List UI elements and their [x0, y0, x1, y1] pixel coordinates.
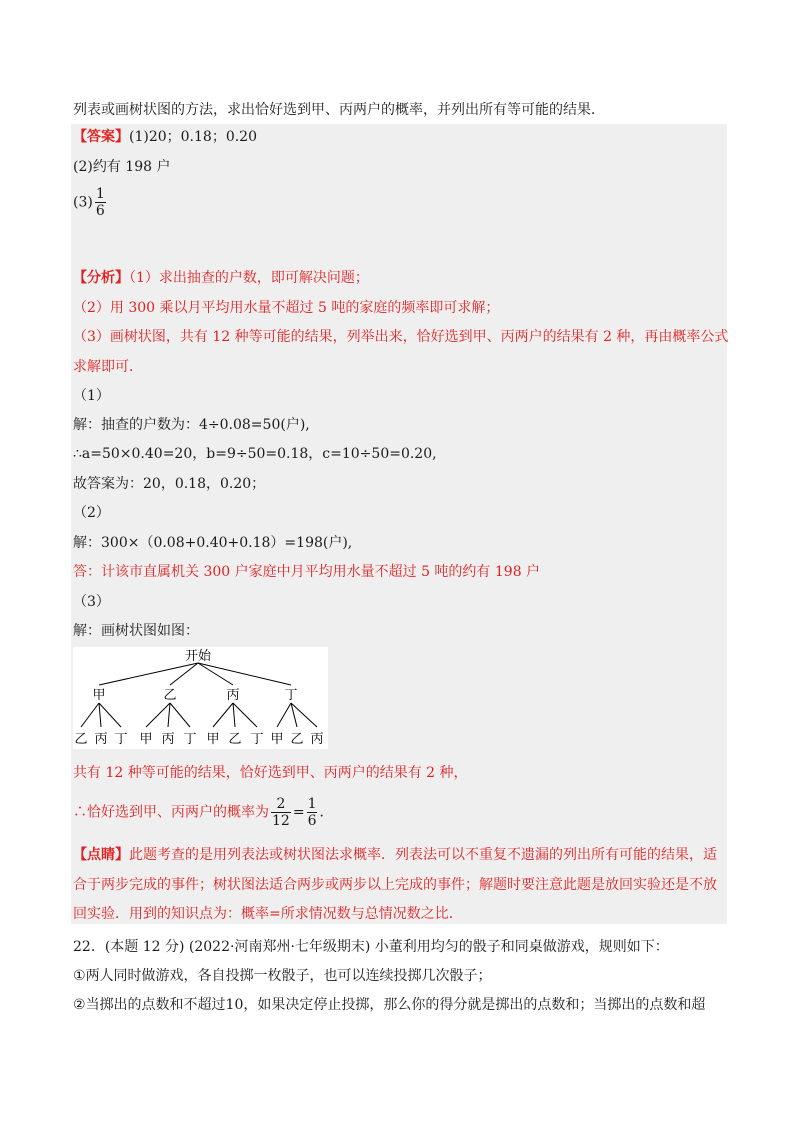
analysis-text-1: （1）求出抽查的户数，即可解决问题； [129, 270, 369, 286]
answer-part3-fraction [95, 186, 106, 219]
tree-level2-node: 丙 [310, 732, 324, 747]
comment-label: 【点睛】 [73, 847, 129, 863]
answer-part3 [73, 186, 108, 219]
tree-level2-node: 甲 [206, 732, 220, 747]
answer-label: 【答案】 [73, 129, 129, 145]
tree-level2-node: 乙 [74, 732, 88, 747]
question-22-rule-2 [73, 995, 705, 1015]
probability-fraction-2 [307, 796, 318, 829]
question-22-header: 22．(本题 12 分) (2022·河南郑州·七年级期末) 小董利用均匀的骰子和同桌做游戏，规则如下： [73, 939, 669, 955]
rule-1-text: 两人同时做游戏，各自投掷一枚骰子，也可以连续投掷几次骰子； [85, 968, 492, 984]
fraction-denominator: 12 [272, 813, 290, 829]
tree-diagram [73, 647, 328, 749]
tree-level2-node: 丙 [161, 732, 175, 747]
tree-level1-node: 乙 [163, 688, 177, 703]
tree-level2-node: 乙 [290, 732, 304, 747]
comment-line-2: 合于两步完成的事件；树状图法适合两步或两步以上完成的事件；解题时要注意此题是放回实验还是不放 [73, 877, 717, 893]
solution-part3-probability [73, 796, 333, 829]
probability-prefix: ∴恰好选到甲、丙两户的概率为 [73, 804, 269, 821]
fraction-denominator: 6 [95, 203, 105, 219]
analysis-label: 【分析】 [73, 270, 129, 286]
tree-level2-node: 丁 [183, 732, 197, 747]
tree-level2-node: 甲 [139, 732, 153, 747]
probability-end: ． [319, 804, 334, 821]
analysis-line-3: （3）画树状图，共有 12 种等可能的结果，列举出来，恰好选到甲、丙两户的结果有 2 种，再由概率公式 [73, 329, 729, 345]
intro-line: 列表或画树状图的方法，求出恰好选到甲、丙两户的概率，并列出所有等可能的结果． [73, 102, 605, 118]
question-22-rule-1 [73, 966, 492, 986]
tree-diagram-svg [73, 647, 328, 749]
solution-part1-line3: 故答案为：20，0.18，0.20； [73, 476, 266, 492]
comment-line-1 [73, 845, 717, 865]
solution-part1-line1: 解：抽查的户数为：4÷0.08=50(户), [73, 417, 310, 433]
tree-edges [81, 663, 317, 727]
comment-text-1: 此题考查的是用列表法或树状图法求概率．列表法可以不重复不遗漏的列出所有可能的结果，适 [129, 847, 717, 863]
tree-level1-node: 丙 [226, 688, 240, 703]
tree-level2-node: 丁 [250, 732, 264, 747]
fraction-denominator: 6 [307, 813, 317, 829]
tree-level2-node: 乙 [228, 732, 242, 747]
answer-line-1 [73, 127, 257, 147]
analysis-line-2: （2）用 300 乘以月平均用水量不超过 5 吨的家庭的频率即可求解； [73, 300, 500, 316]
tree-level1-node: 甲 [92, 688, 106, 703]
probability-fraction-1 [271, 796, 291, 829]
solution-part1-label: （1） [73, 388, 110, 404]
tree-level2-node: 甲 [270, 732, 284, 747]
equals-sign: = [292, 804, 305, 821]
answer-part3-prefix: (3) [73, 194, 93, 211]
solution-part2-line2: 答：计该市直属机关 300 户家庭中月平均用水量不超过 5 吨的约有 198 户 [73, 564, 541, 580]
analysis-line-1 [73, 268, 369, 288]
solution-part3-line1: 解：画树状图如图： [73, 623, 199, 639]
analysis-line-4: 求解即可． [73, 359, 143, 375]
rule-2-text: 当掷出的点数和不超过10，如果决定停止投掷，那么你的得分就是掷出的点数和；当掷出的点数和超 [85, 997, 706, 1013]
fraction-numerator: 1 [95, 186, 105, 202]
fraction-numerator: 1 [307, 796, 317, 812]
solution-part1-line2: ∴a=50×0.40=20，b=9÷50=0.18，c=10÷50=0.20, [73, 446, 437, 462]
tree-root: 开始 [184, 649, 212, 664]
tree-level2-node: 丙 [94, 732, 108, 747]
solution-part3-line2: 共有 12 种等可能的结果，恰好选到甲、丙两户的结果有 2 种， [73, 765, 468, 781]
tree-level1-node: 丁 [284, 688, 298, 703]
circled-two-icon: ② [73, 997, 86, 1013]
circled-one-icon: ① [73, 968, 86, 984]
solution-part2-line1: 解：300×（0.08+0.40+0.18）=198(户), [73, 535, 353, 551]
answer-part1: (1)20；0.18；0.20 [129, 129, 257, 145]
fraction-numerator: 2 [271, 796, 291, 813]
comment-line-3: 回实验．用到的知识点为：概率=所求情况数与总情况数之比． [73, 906, 463, 922]
solution-part2-label: （2） [73, 505, 110, 521]
answer-part2: (2)约有 198 户 [73, 159, 171, 175]
solution-part3-label: （3） [73, 594, 110, 610]
tree-level2-node: 丁 [114, 732, 128, 747]
